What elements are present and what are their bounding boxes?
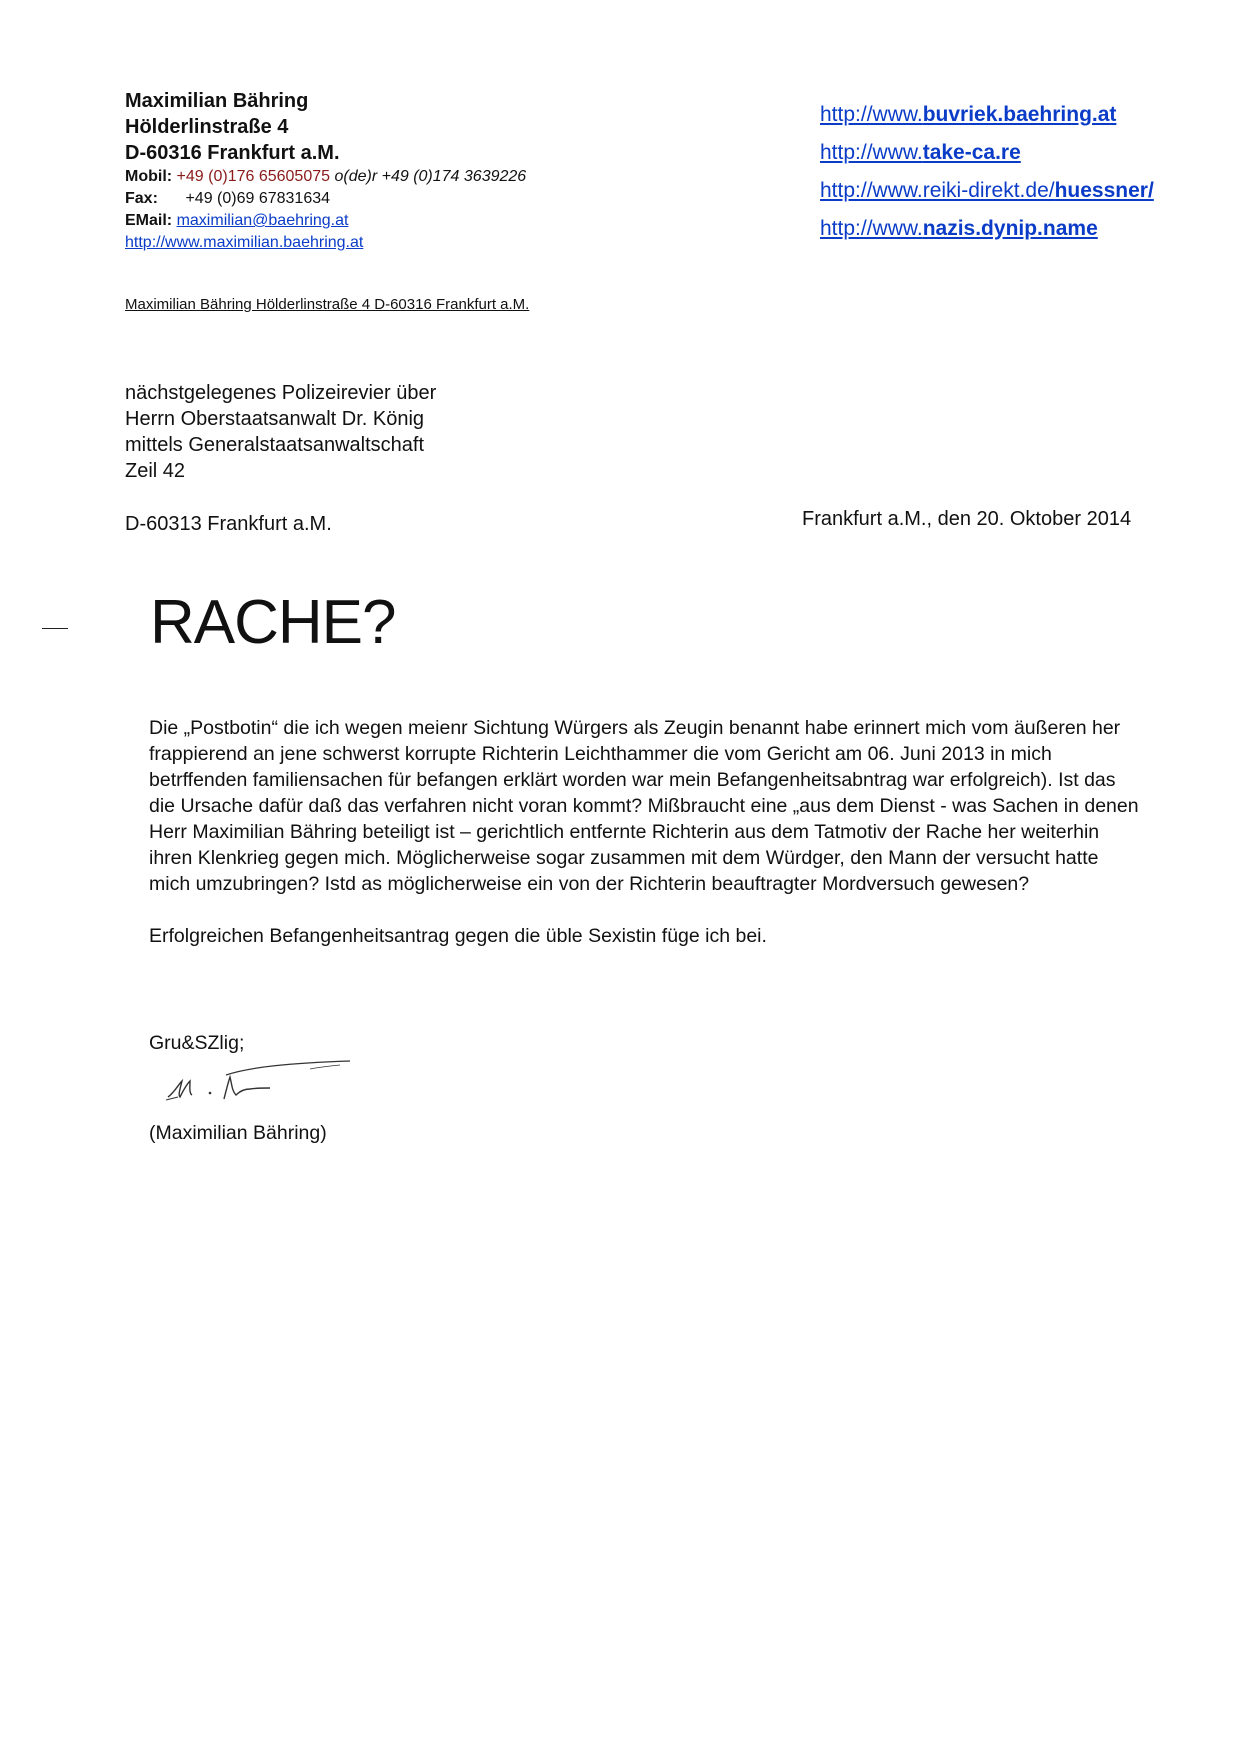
letter-body <box>149 715 1139 975</box>
body-paragraph: Die „Postbotin“ die ich wegen meienr Sichtung Würgers als Zeugin benannt habe erinnert mich vom äußeren her frappierend an jene schwerst korrupte Richterin Leichthammer die vom Gericht am 06. Juni 2013 in mich betrffenden familiensachen für befangen erklärt worden war mein Befangenheitsabntrag war erfolgreich). Ist das die Ursache dafür daß das verfahren nicht voran kommt? Mißbraucht eine „aus dem Dienst - was Sachen in denen Herr Maximilian Bähring beteiligt ist – gerichtlich entfernte Richterin aus dem Tatmotiv der Rache her weiterhin ihren Klenkrieg gegen mich. Möglicherweise sogar zusammen mit dem Würdger, den Mann der versucht hatte mich umzubringen? Istd as möglicherweise ein von der Richterin beauftragter Mordversuch gewesen? <box>149 717 1139 895</box>
recipient-block <box>125 380 436 484</box>
link-prefix: http://www. <box>820 141 923 164</box>
sender-name: Maximilian Bähring <box>125 90 309 112</box>
fax-number: +49 (0)69 67831634 <box>185 190 331 207</box>
mobile-label: Mobil: <box>125 168 173 185</box>
letter-subject: RACHE? <box>150 588 396 657</box>
link-domain: huessner/ <box>1054 179 1154 202</box>
sender-street: Hölderlinstraße 4 <box>125 116 289 138</box>
fold-mark <box>42 628 68 629</box>
link-buvriek[interactable] <box>820 96 1154 134</box>
link-domain: nazis.dynip.name <box>922 217 1098 240</box>
link-domain: buvriek.baehring.at <box>922 103 1117 126</box>
closing: Gru&SZlig; <box>149 1032 245 1054</box>
return-address: Maximilian Bähring Hölderlinstraße 4 D-60316 Frankfurt a.M. <box>125 296 530 313</box>
email-link[interactable]: maximilian@baehring.at <box>176 212 349 229</box>
link-prefix: http://www. <box>820 217 923 240</box>
website-link[interactable]: http://www.maximilian.baehring.at <box>125 234 364 251</box>
link-nazis-dynip[interactable] <box>820 210 1154 248</box>
mobile-secondary: +49 (0)174 3639226 <box>381 168 527 185</box>
link-prefix: http://www.reiki-direkt.de/ <box>820 179 1055 202</box>
mobile-primary: +49 (0)176 65605075 <box>176 168 331 185</box>
signature-image <box>160 1055 350 1115</box>
mobile-connector: o(de)r <box>334 168 378 185</box>
recipient-line: Zeil 42 <box>125 460 186 482</box>
sender-email <box>125 210 526 232</box>
link-domain: take-ca.re <box>922 141 1021 164</box>
sender-fax <box>125 188 526 210</box>
sender-block <box>125 88 526 254</box>
recipient-line: Herrn Oberstaatsanwalt Dr. König <box>125 408 425 430</box>
link-prefix: http://www. <box>820 103 923 126</box>
signer-name: (Maximilian Bähring) <box>149 1122 327 1144</box>
recipient-line: mittels Generalstaatsanwaltschaft <box>125 434 425 456</box>
link-take-care[interactable] <box>820 134 1154 172</box>
recipient-line: nächstgelegenes Polizeirevier über <box>125 382 437 404</box>
sender-website <box>125 232 526 254</box>
link-reiki-direkt[interactable] <box>820 172 1154 210</box>
recipient-city: D-60313 Frankfurt a.M. <box>125 513 332 535</box>
email-label: EMail: <box>125 212 173 229</box>
sender-city: D-60316 Frankfurt a.M. <box>125 142 340 164</box>
fax-label: Fax: <box>125 190 158 207</box>
links-list <box>820 96 1154 248</box>
sender-mobile <box>125 166 526 188</box>
body-paragraph: Erfolgreichen Befangenheitsantrag gegen die üble Sexistin füge ich bei. <box>149 925 767 947</box>
letter-date: Frankfurt a.M., den 20. Oktober 2014 <box>802 508 1132 530</box>
